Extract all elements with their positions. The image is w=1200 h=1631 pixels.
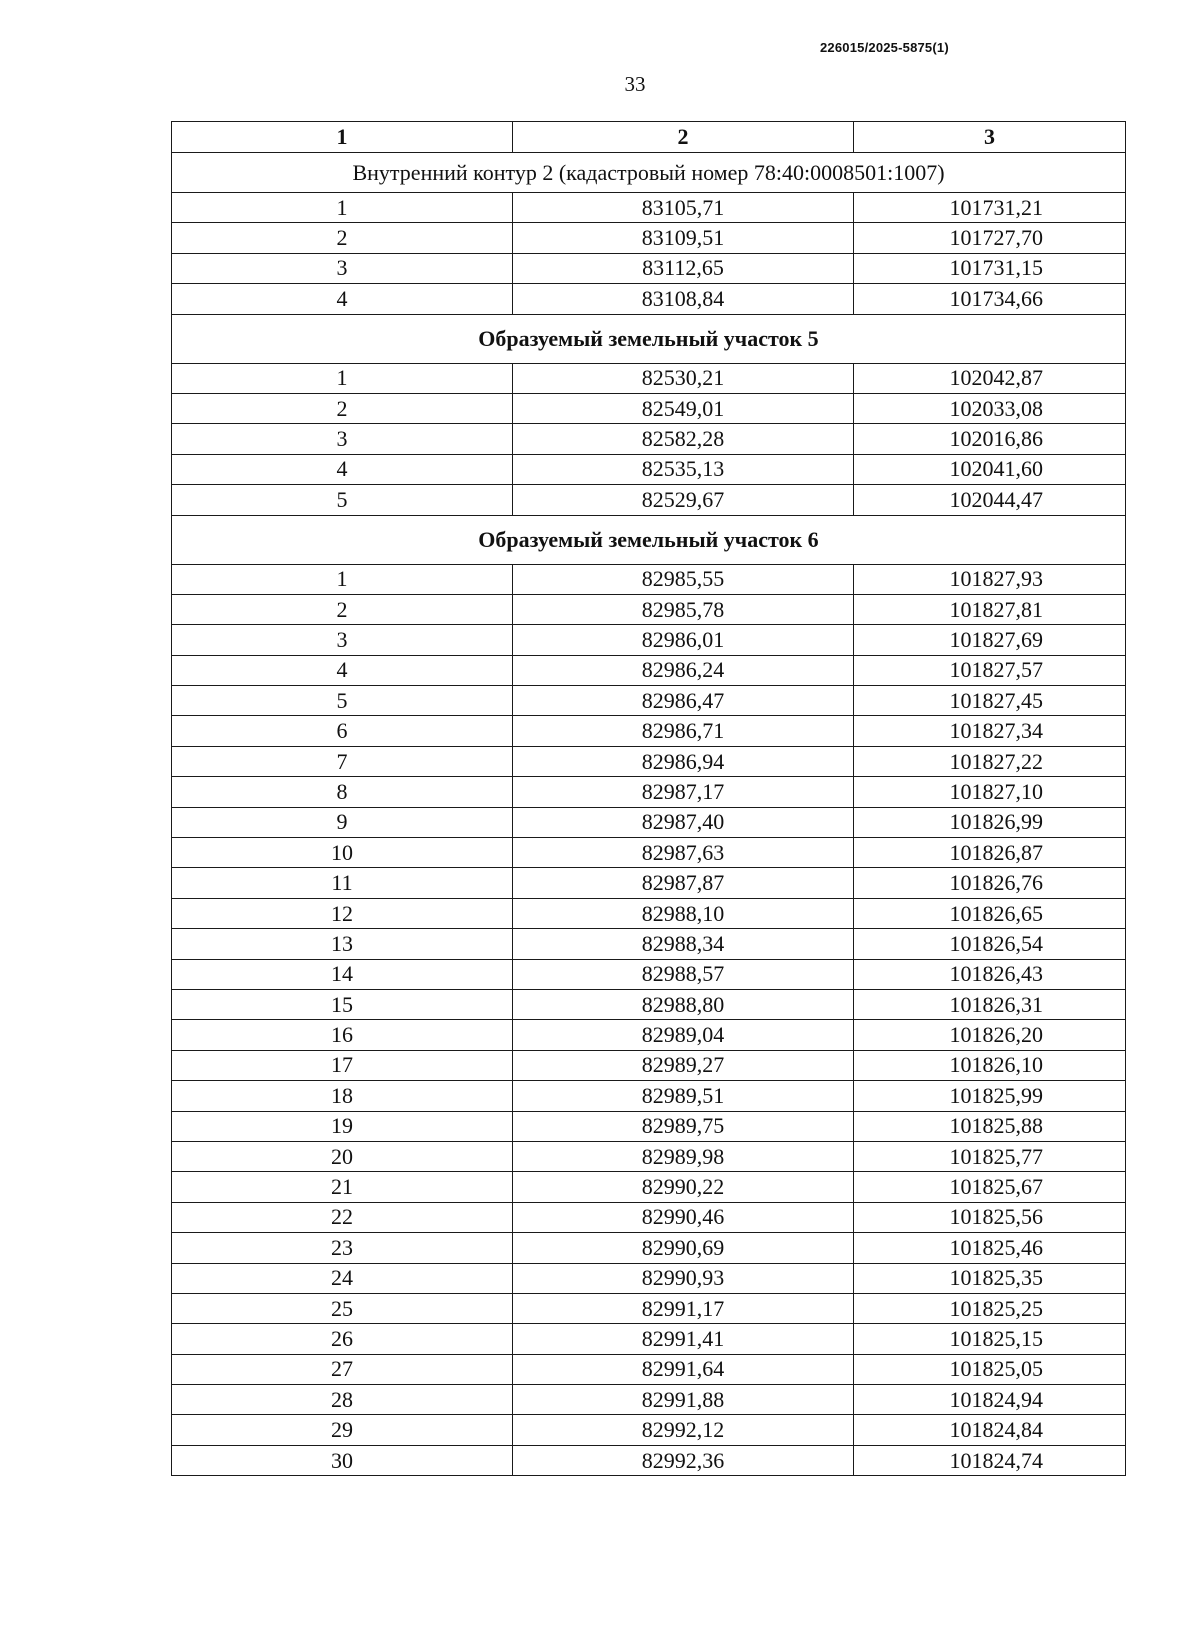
table-row [172, 454, 1126, 484]
column-header-2: 2 [513, 122, 854, 153]
coordinate-y: 101827,34 [854, 716, 1126, 746]
point-number: 1 [172, 193, 513, 223]
coordinate-y: 102044,47 [854, 485, 1126, 515]
coordinate-y: 101826,65 [854, 898, 1126, 928]
coordinate-y: 101825,67 [854, 1172, 1126, 1202]
coordinate-x: 82530,21 [513, 363, 854, 393]
coordinate-x: 82989,98 [513, 1141, 854, 1171]
point-number: 4 [172, 284, 513, 314]
table-row [172, 838, 1126, 868]
coordinate-x: 82987,63 [513, 838, 854, 868]
point-number: 1 [172, 564, 513, 594]
coordinate-y: 101826,76 [854, 868, 1126, 898]
coordinate-y: 102033,08 [854, 393, 1126, 423]
column-header-1: 1 [172, 122, 513, 153]
table-row [172, 594, 1126, 624]
table-row [172, 777, 1126, 807]
coordinate-y: 101826,99 [854, 807, 1126, 837]
coordinate-x: 82988,57 [513, 959, 854, 989]
point-number: 29 [172, 1415, 513, 1445]
coordinate-x: 82989,27 [513, 1050, 854, 1080]
point-number: 30 [172, 1445, 513, 1475]
coordinate-x: 82988,10 [513, 898, 854, 928]
point-number: 22 [172, 1202, 513, 1232]
coordinate-y: 101731,21 [854, 193, 1126, 223]
table-row [172, 363, 1126, 393]
coordinate-x: 82529,67 [513, 485, 854, 515]
point-number: 21 [172, 1172, 513, 1202]
table-row [172, 284, 1126, 314]
point-number: 6 [172, 716, 513, 746]
point-number: 9 [172, 807, 513, 837]
coordinate-x: 82991,17 [513, 1293, 854, 1323]
point-number: 5 [172, 485, 513, 515]
coordinate-x: 83105,71 [513, 193, 854, 223]
point-number: 13 [172, 929, 513, 959]
coordinate-x: 82990,69 [513, 1233, 854, 1263]
table-row [172, 564, 1126, 594]
coordinate-y: 101824,84 [854, 1415, 1126, 1445]
table-row [172, 1445, 1126, 1475]
point-number: 4 [172, 454, 513, 484]
table-row [172, 1050, 1126, 1080]
coordinate-y: 102042,87 [854, 363, 1126, 393]
coordinate-x: 82991,41 [513, 1324, 854, 1354]
coordinate-x: 82988,34 [513, 929, 854, 959]
coordinate-y: 102016,86 [854, 424, 1126, 454]
coordinate-y: 101825,99 [854, 1081, 1126, 1111]
coordinate-y: 101825,56 [854, 1202, 1126, 1232]
table-row [172, 1233, 1126, 1263]
coordinate-y: 101827,10 [854, 777, 1126, 807]
point-number: 19 [172, 1111, 513, 1141]
coordinate-x: 82987,40 [513, 807, 854, 837]
coordinate-y: 101825,35 [854, 1263, 1126, 1293]
table-row [172, 1354, 1126, 1384]
table-row [172, 898, 1126, 928]
coordinate-y: 101827,22 [854, 746, 1126, 776]
document-code: 226015/2025-5875(1) [820, 40, 949, 55]
point-number: 14 [172, 959, 513, 989]
table-row [172, 393, 1126, 423]
coordinate-x: 82985,55 [513, 564, 854, 594]
table-row [172, 989, 1126, 1019]
coordinate-y: 101827,45 [854, 686, 1126, 716]
header-row [172, 122, 1126, 153]
table-header [172, 122, 1126, 153]
table-row [172, 868, 1126, 898]
point-number: 7 [172, 746, 513, 776]
coordinate-x: 82987,87 [513, 868, 854, 898]
coordinate-y: 101826,10 [854, 1050, 1126, 1080]
coordinate-y: 101825,25 [854, 1293, 1126, 1323]
table-row [172, 1111, 1126, 1141]
table-row [172, 625, 1126, 655]
coordinate-x: 82582,28 [513, 424, 854, 454]
coordinate-y: 101825,46 [854, 1233, 1126, 1263]
coordinate-y: 101731,15 [854, 253, 1126, 283]
column-header-3: 3 [854, 122, 1126, 153]
section-title: Внутренний контур 2 (кадастровый номер 78:40:0008501:1007) [172, 153, 1126, 193]
coordinate-x: 82986,01 [513, 625, 854, 655]
coordinate-y: 101826,54 [854, 929, 1126, 959]
coordinate-x: 82988,80 [513, 989, 854, 1019]
table-row [172, 746, 1126, 776]
table-row [172, 1385, 1126, 1415]
coordinate-x: 83108,84 [513, 284, 854, 314]
point-number: 15 [172, 989, 513, 1019]
coordinate-x: 82990,22 [513, 1172, 854, 1202]
point-number: 18 [172, 1081, 513, 1111]
point-number: 2 [172, 393, 513, 423]
coordinate-y: 101827,69 [854, 625, 1126, 655]
coordinate-y: 102041,60 [854, 454, 1126, 484]
coordinate-x: 83112,65 [513, 253, 854, 283]
coordinate-x: 82992,36 [513, 1445, 854, 1475]
point-number: 25 [172, 1293, 513, 1323]
table-row [172, 1202, 1126, 1232]
coordinate-y: 101825,15 [854, 1324, 1126, 1354]
point-number: 8 [172, 777, 513, 807]
coordinate-y: 101826,31 [854, 989, 1126, 1019]
coordinates-table [171, 121, 1126, 1476]
coordinate-x: 82991,64 [513, 1354, 854, 1384]
point-number: 26 [172, 1324, 513, 1354]
point-number: 4 [172, 655, 513, 685]
section-title-row [172, 314, 1126, 363]
point-number: 2 [172, 223, 513, 253]
table-row [172, 424, 1126, 454]
coordinate-y: 101824,74 [854, 1445, 1126, 1475]
coordinate-x: 82987,17 [513, 777, 854, 807]
point-number: 2 [172, 594, 513, 624]
coordinate-y: 101825,77 [854, 1141, 1126, 1171]
point-number: 5 [172, 686, 513, 716]
table-row [172, 807, 1126, 837]
coordinate-x: 82990,93 [513, 1263, 854, 1293]
coordinate-x: 82991,88 [513, 1385, 854, 1415]
coordinate-y: 101826,43 [854, 959, 1126, 989]
coordinate-x: 82989,75 [513, 1111, 854, 1141]
table-row [172, 223, 1126, 253]
coordinate-x: 82989,51 [513, 1081, 854, 1111]
table-row [172, 959, 1126, 989]
table-row [172, 716, 1126, 746]
coordinate-y: 101824,94 [854, 1385, 1126, 1415]
point-number: 23 [172, 1233, 513, 1263]
page-number: 33 [624, 72, 646, 96]
coordinate-x: 82549,01 [513, 393, 854, 423]
table-row [172, 253, 1126, 283]
coordinate-x: 82986,24 [513, 655, 854, 685]
coordinate-y: 101825,05 [854, 1354, 1126, 1384]
coordinate-y: 101826,20 [854, 1020, 1126, 1050]
point-number: 3 [172, 625, 513, 655]
table-body [172, 153, 1126, 1476]
point-number: 16 [172, 1020, 513, 1050]
coordinate-x: 82986,47 [513, 686, 854, 716]
coordinate-y: 101825,88 [854, 1111, 1126, 1141]
point-number: 12 [172, 898, 513, 928]
point-number: 1 [172, 363, 513, 393]
table-row [172, 1293, 1126, 1323]
coordinate-y: 101827,93 [854, 564, 1126, 594]
point-number: 27 [172, 1354, 513, 1384]
point-number: 3 [172, 253, 513, 283]
point-number: 10 [172, 838, 513, 868]
table-row [172, 193, 1126, 223]
section-title: Образуемый земельный участок 6 [172, 515, 1126, 564]
coordinate-x: 82986,71 [513, 716, 854, 746]
table-row [172, 1324, 1126, 1354]
coordinate-x: 82535,13 [513, 454, 854, 484]
coordinate-x: 82990,46 [513, 1202, 854, 1232]
coordinate-x: 82989,04 [513, 1020, 854, 1050]
coordinate-x: 82992,12 [513, 1415, 854, 1445]
point-number: 28 [172, 1385, 513, 1415]
table-row [172, 1172, 1126, 1202]
coordinate-x: 83109,51 [513, 223, 854, 253]
coordinate-y: 101827,81 [854, 594, 1126, 624]
table-row [172, 1415, 1126, 1445]
section-title-row [172, 153, 1126, 193]
table-row [172, 1263, 1126, 1293]
point-number: 20 [172, 1141, 513, 1171]
point-number: 3 [172, 424, 513, 454]
coordinate-x: 82985,78 [513, 594, 854, 624]
table-row [172, 929, 1126, 959]
table-row [172, 655, 1126, 685]
section-title: Образуемый земельный участок 5 [172, 314, 1126, 363]
table-row [172, 485, 1126, 515]
coordinate-y: 101734,66 [854, 284, 1126, 314]
coordinate-y: 101827,57 [854, 655, 1126, 685]
point-number: 17 [172, 1050, 513, 1080]
section-title-row [172, 515, 1126, 564]
point-number: 24 [172, 1263, 513, 1293]
coordinate-x: 82986,94 [513, 746, 854, 776]
table-row [172, 686, 1126, 716]
table-row [172, 1020, 1126, 1050]
table-row [172, 1081, 1126, 1111]
table-row [172, 1141, 1126, 1171]
point-number: 11 [172, 868, 513, 898]
coordinate-y: 101727,70 [854, 223, 1126, 253]
coordinate-y: 101826,87 [854, 838, 1126, 868]
